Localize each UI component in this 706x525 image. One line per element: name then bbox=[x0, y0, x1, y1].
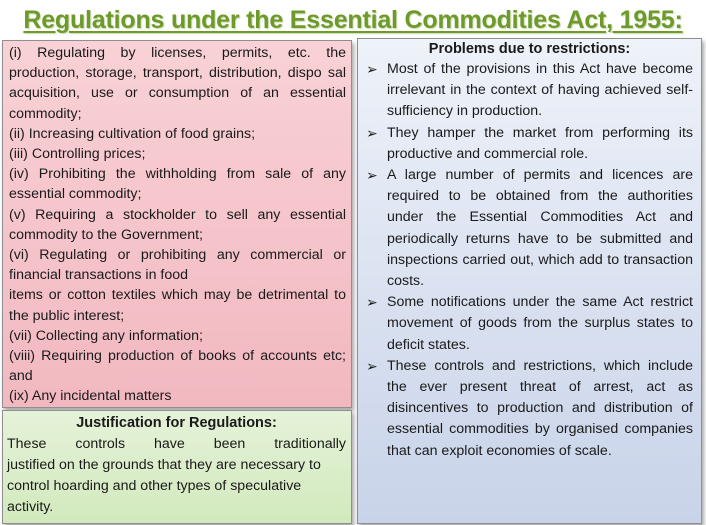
problem-point bbox=[366, 59, 693, 123]
regulations-box bbox=[2, 40, 352, 408]
regulation-item: (vii) Collecting any information; bbox=[9, 327, 203, 344]
arrow-bullet-icon: ➢ bbox=[366, 61, 378, 77]
justification-text-line: These controls have been traditionally bbox=[7, 436, 346, 452]
regulation-item: (viii) Requiring production of books of accounts etc; and bbox=[9, 348, 346, 385]
justification-text: justified on the grounds that they are necessary to control hoarding and other types of speculative activity. bbox=[7, 457, 321, 515]
problem-point bbox=[366, 165, 693, 292]
problem-point bbox=[366, 356, 693, 462]
problem-text: Some notifications under the same Act restrict movement of goods from the surplus states to deficit states. bbox=[387, 294, 693, 353]
regulation-item: (iii) Controlling prices; bbox=[9, 146, 146, 163]
regulation-item: (vi) Regulating or prohibiting any commercial or financial transactions in food bbox=[9, 247, 346, 284]
regulation-item: (ii) Increasing cultivation of food grains; bbox=[9, 125, 256, 142]
arrow-bullet-icon: ➢ bbox=[366, 357, 378, 374]
problem-point bbox=[366, 123, 693, 165]
problem-text: These controls and restrictions, which include the ever present threat of arrest, act as disincentives to production and distribution of essential commodities by organised companies that can exploit economies of scale. bbox=[387, 357, 693, 459]
problem-text: A large number of permits and licences are required to be obtained from the authorities under the Essential Commodities Act and periodically returns have to be submitted and inspections carried out, which add to transaction costs. bbox=[387, 167, 693, 290]
justification-box bbox=[2, 410, 352, 524]
problem-text: Most of the provisions in this Act have become irrelevant in the context of having achieved self-sufficiency in production. bbox=[387, 61, 693, 120]
regulation-item: (v) Requiring a stockholder to sell any essential commodity to the Government; bbox=[9, 206, 346, 243]
regulation-item: (i) Regulating by licenses, permits, etc. the production, storage, transport, distribution, dispo sal acquisition, use or consumption of an essential commodity; bbox=[9, 45, 346, 122]
regulation-item: (iv) Prohibiting the withholding from sale of any essential commodity; bbox=[9, 166, 346, 203]
justification-heading: Justification for Regulations: bbox=[76, 415, 277, 431]
problems-heading: Problems due to restrictions: bbox=[428, 41, 631, 57]
problems-box bbox=[357, 38, 702, 524]
page-title: Regulations under the Essential Commodities Act, 1955: bbox=[23, 6, 683, 34]
problem-text: They hamper the market from performing its productive and commercial role. bbox=[387, 124, 693, 162]
problem-point bbox=[366, 292, 693, 356]
arrow-bullet-icon: ➢ bbox=[366, 124, 378, 141]
regulation-item: (ix) Any incidental matters bbox=[9, 388, 172, 405]
arrow-bullet-icon: ➢ bbox=[366, 167, 378, 184]
arrow-bullet-icon: ➢ bbox=[366, 294, 378, 311]
regulation-item: items or cotton textiles which may be detrimental to the public interest; bbox=[9, 287, 346, 324]
